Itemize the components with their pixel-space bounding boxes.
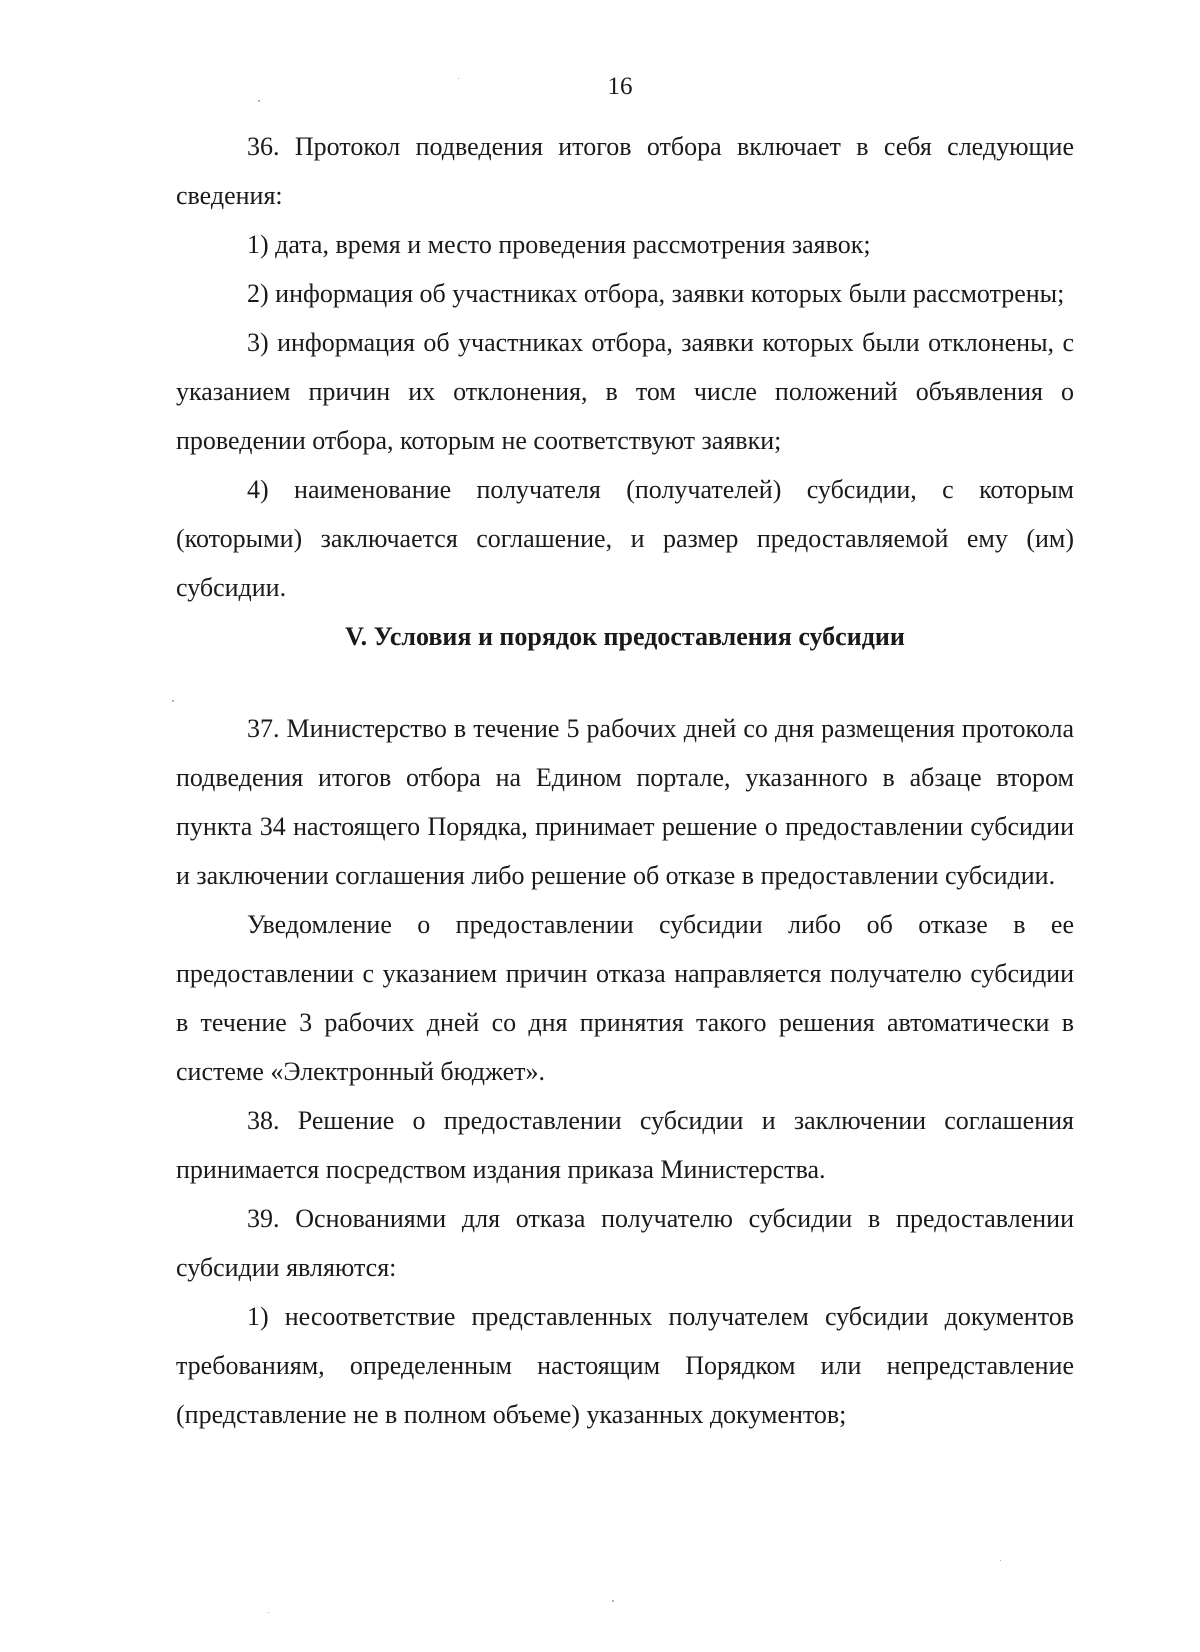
list-item-36-1: 1) дата, время и место проведения рассмотрения заявок; <box>247 230 871 259</box>
paragraph-39: 39. Основаниями для отказа получателю субсидии в предоставлении субсидии являются: <box>176 1204 1074 1282</box>
list-item-36-2: 2) информация об участниках отбора, заявки которых были рассмотрены; <box>247 279 1065 308</box>
paragraph-38: 38. Решение о предоставлении субсидии и заключении соглашения принимается посредством издания приказа Министерства. <box>176 1106 1074 1184</box>
scan-speck <box>172 700 174 702</box>
scan-speck <box>268 1612 269 1613</box>
list-item-36-3: 3) информация об участниках отбора, заявки которых были отклонены, с указанием причин их отклонения, в том числе положений объявления о проведении отбора, которым не соответствуют заявки; <box>176 328 1074 455</box>
paragraph-36: 36. Протокол подведения итогов отбора включает в себя следующие сведения: <box>176 132 1074 210</box>
section-heading: V. Условия и порядок предоставления субсидии <box>345 622 905 651</box>
list-item-39-1: 1) несоответствие представленных получателем субсидии документов требованиям, определенным настоящим Порядком или непредставление (представление не в полном объеме) указанных документов; <box>176 1302 1074 1429</box>
document-body <box>176 122 1074 1439</box>
page-number: 16 <box>607 73 633 100</box>
list-item-36-4: 4) наименование получателя (получателей) субсидии, с которым (которыми) заключается соглашение, и размер предоставляемой ему (им) субсидии. <box>176 475 1074 602</box>
paragraph-37: 37. Министерство в течение 5 рабочих дней со дня размещения протокола подведения итогов отбора на Едином портале, указанного в абзаце втором пункта 34 настоящего Порядка, принимает решение о предоставлении субсидии и заключении соглашения либо решение об отказе в предоставлении субсидии. <box>176 714 1074 890</box>
scan-speck <box>1000 1560 1001 1561</box>
scan-speck <box>458 78 459 79</box>
scan-speck <box>612 1600 614 1602</box>
paragraph-37-notice: Уведомление о предоставлении субсидии либо об отказе в ее предоставлении с указанием причин отказа направляется получателю субсидии в течение 3 рабочих дней со дня принятия такого решения автоматически в системе «Электронный бюджет». <box>176 910 1074 1086</box>
scan-speck <box>258 100 260 102</box>
